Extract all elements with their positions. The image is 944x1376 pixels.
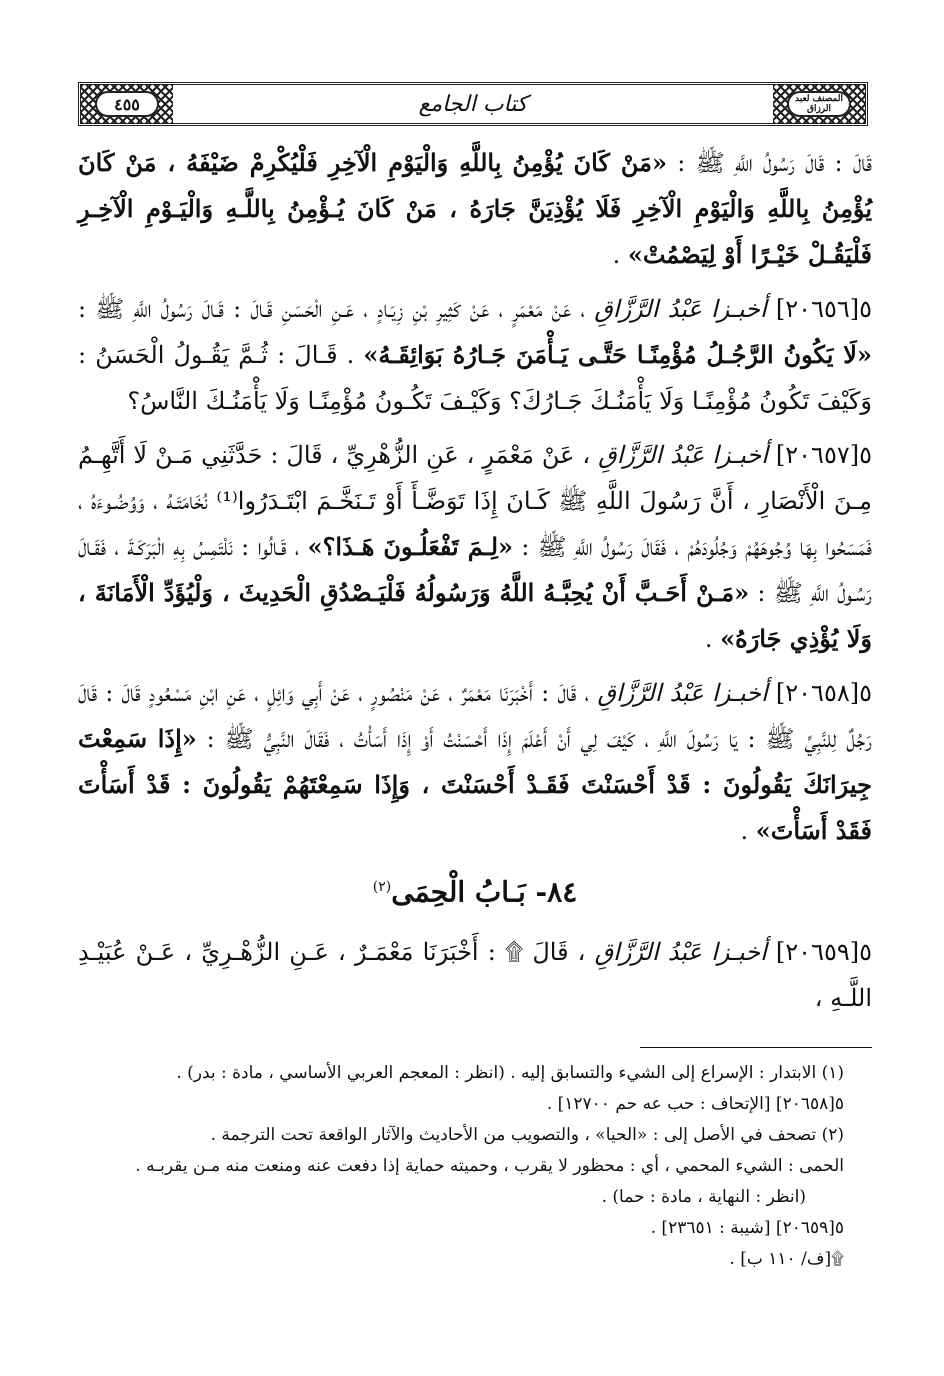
footnote: (انظر : النهاية ، مادة : حما) . <box>601 1187 806 1207</box>
paragraph <box>78 929 872 1021</box>
hadith-text: «مَنْ كَانَ يُؤْمِنُ بِاللَّهِ وَالْيَوْمِ الْآخِرِ فَلْيُكْرِمْ ضَيْفَهُ ، مَنْ كَانَ يُؤْمِنُ بِاللَّهِ وَالْيَوْمِ الْآخِرِ فَلَا يُؤْذِيَنَّ جَارَهُ ، مَنْ كَانَ يُـؤْمِنُ بِاللَّـهِ وَالْيَـوْمِ الْآخِـرِ فَلْيَقُـلْ خَيْـرًا أَوْ لِيَصْمُتْ» <box>78 148 872 269</box>
page-number: ٤٥٥ <box>95 91 159 117</box>
book-logo: المصنف لعبد الرزاق <box>787 91 851 117</box>
footnote: (١) الابتدار : الإسراع إلى الشيء والتسابق إليه . (انظر : المعجم العربي الأساسي ، مادة : بدر) . <box>176 1063 844 1083</box>
plain-text: ، قَالَ ۩ : أَخْبَرَنَا مَعْمَـرٌ ، عَـنِ الزُّهْـرِيِّ ، عَـنْ عُبَيْـدِ اللَّـهِ ، <box>78 938 872 1013</box>
footnote: ٥[٢٠٦٥٨] [الإتحاف : حب عه حم ١٢٧٠٠] . <box>546 1094 844 1114</box>
hadith-text: «لِـمَ تَفْعَلُـونَ هَـذَا؟» <box>307 532 514 561</box>
hadith-text: «إِذَا سَمِعْتَ جِيرَانَكَ يَقُولُونَ : قَدْ أَحْسَنْتَ فَقَـدْ أَحْسَنْتَ ، وَإِذَا سَمِعْتَهُمْ يَقُولُونَ : قَدْ أَسَأْتَ فَقَدْ أَسَأْتَ» <box>78 724 872 845</box>
plain-text: . <box>740 817 756 845</box>
plain-text: ، عَنْ مَعْمَرٍ ، عَنْ كَثِيرِ بْنِ زِيَـادٍ ، عَـنِ الْحَسَنِ قَـالَ : قَـالَ رَسُولُ اللَّهِ ﷺ : <box>78 295 595 323</box>
plain-text: ، عَنْ مَعْمَرٍ ، عَنِ الزُّهْرِيِّ ، قَالَ : حَدَّثَنِي مَـنْ لَا أَتَّهِـمُ مِـنَ الْأَنْصَارِ ، أَنَّ رَسُولَ اللَّهِ ﷺ كَـانَ إِذَا تَوَضَّـأَ أَوْ تَـنَخَّـمَ ابْتَـدَرُوا⁽¹⁾ نُخَامَتَـهُ ، وَوُضُـوءَهُ ، فَمَسَحُوا بِهَا وُجُوهَهُمْ وَجُلُودَهُمْ ، فَقَالَ رَسُولُ اللَّهِ ﷺ : <box>78 441 873 561</box>
narrator-intro: أخبـزا عَبْدُ الرَّزَّاقِ <box>594 295 767 323</box>
hadith-text: «مَـنْ أَحَـبَّ أَنْ يُحِبَّـهُ اللَّهُ وَرَسُولُهُ فَلْيَـصْدُقِ الْحَدِيثَ ، وَلْيُؤَدِّ الْأَمَانَةَ ، وَلَا يُؤْذِي جَارَهُ» <box>78 578 872 653</box>
chapter-heading <box>78 864 872 915</box>
hadith-number: ٥[٢٠٦٥٧] <box>767 441 872 469</box>
footnote: الحمى : الشيء المحمي ، أي : محظور لا يقرب ، وحميته حماية إذا دفعت عنه ومنعت منه مـن يقربـه . <box>135 1156 844 1176</box>
plain-text: ، قَـالُوا : نَلْتَمِسُ بِهِ الْبَرَكَـةَ ، فَقَـالَ رَسُـولُ اللَّهِ ﷺ : <box>78 533 873 607</box>
footnote: (٢) تصحف في الأصل إلى : «الحيا» ، والتصويب من الأحاديث والآثار الواقعة تحت الترجمة . <box>210 1125 844 1145</box>
plain-text: . قَـالَ : ثُـمَّ يَقُـولُ الْحَسَنُ : وَكَيْفَ تَكُونُ مُؤْمِنًـا وَلَا يَأْمَنُـكَ جَـارُكَ؟ وَكَيْـفَ تَكُـونُ مُؤْمِنًـا وَلَا يَأْمَنُـكَ النَّاسُ؟ <box>78 341 872 415</box>
paragraph <box>78 140 872 278</box>
page-header <box>78 82 868 126</box>
plain-text: قَالَ : قَالَ رَسُولُ اللَّهِ ﷺ : <box>667 149 873 177</box>
hadith-number: ٥[٢٠٦٥٨] <box>767 679 872 707</box>
paragraph <box>78 670 872 854</box>
main-text <box>78 140 872 1029</box>
footnote: ٥[٢٠٦٥٩] [شيبة : ٢٣٦٥١] . <box>650 1218 844 1238</box>
page-number-ornament <box>81 85 173 123</box>
chapter-title: ٨٤- بَـابُ الْحِمَى <box>391 875 578 909</box>
book-title: كتاب الجامع <box>418 91 528 117</box>
paragraph <box>78 432 872 662</box>
narrator-intro: أخبـزا عَبْدُ الرَّزَّاقِ <box>597 679 768 707</box>
plain-text: . <box>612 241 628 269</box>
plain-text: ، قَالَ : أَخْبَرَنَا مَعْمَرٌ ، عَنْ مَنْصُورٍ ، عَنْ أَبِي وَائِلٍ ، عَنِ ابْنِ مَسْعُودٍ قَالَ : قَالَ رَجُلٌ لِلنَّبِيِّ ﷺ : يَا رَسُولَ اللَّهِ ، كَيْفَ لِي أَنْ أَعْلَمَ إِذَا أَحْسَنْتُ أَوْ إِذَا أَسَأْتُ ، فَقَالَ النَّبِيُّ ﷺ : <box>78 679 872 753</box>
footnote-ref: (٢) <box>372 879 392 895</box>
hadith-number: ٥[٢٠٦٥٦] <box>766 295 872 323</box>
paragraph <box>78 286 872 424</box>
header-title-area <box>177 85 769 123</box>
footnotes <box>78 1058 844 1275</box>
footnote: ۩[ف/ ١١٠ ب] . <box>729 1249 844 1269</box>
hadith-number: ٥[٢٠٦٥٩] <box>766 938 872 967</box>
narrator-intro: أخبـزا عَبْدُ الرَّزَّاقِ <box>598 441 768 469</box>
plain-text: . <box>704 625 721 653</box>
footnote-divider <box>640 1047 872 1048</box>
narrator-intro: أخبـزا عَبْدُ الرَّزَّاقِ <box>594 938 767 967</box>
hadith-text: «لَا يَكُونُ الرَّجُـلُ مُؤْمِنًـا حَتَّـى يَـأْمَنَ جَـارُهُ بَوَائِقَـهُ» <box>363 340 872 369</box>
logo-ornament <box>773 85 865 123</box>
